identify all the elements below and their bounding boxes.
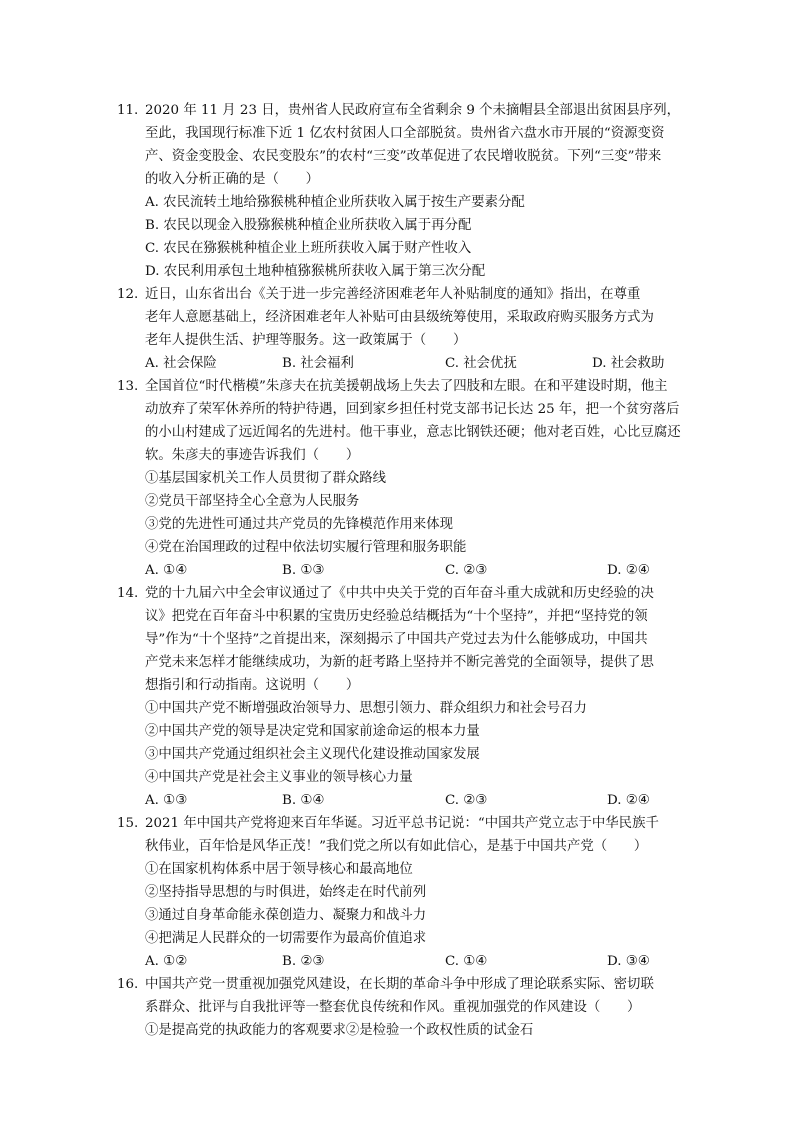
question-text-line: 至此，我国现行标准下近 1 亿农村贫困人口全部脱贫。贵州省六盘水市开展的“资源变资 — [145, 126, 665, 141]
choice-d: D. ②④ — [607, 793, 650, 808]
statement-2: ②坚持指导思想的与时俱进，始终走在时代前列 — [145, 885, 427, 900]
statement-4: ④中国共产党是社会主义事业的领导核心力量 — [145, 770, 413, 785]
statement-2: ②中国共产党的领导是决定党和国家前途命运的根本力量 — [145, 724, 480, 739]
statement-3: ③中国共产党通过组织社会主义现代化建设推动国家发展 — [145, 747, 480, 762]
question-text-line: 软。朱彦夫的事迹告诉我们（ ） — [145, 448, 360, 463]
choice-a: A. ①④ — [145, 563, 188, 578]
question-text-line: 想指引和行动指南。这说明（ ） — [145, 678, 360, 693]
choice-d: D. 社会救助 — [592, 356, 665, 371]
choice-c: C. ②③ — [445, 793, 488, 808]
question-text-line: 全国首位“时代楷模”朱彦夫在抗美援朝战场上失去了四肢和左眼。在和平建设时期，他主 — [145, 379, 668, 394]
question-text-line: 产、资金变股金、农民变股东”的农村“三变”改革促进了农民增收脱贫。下列“三变”带来 — [145, 149, 662, 164]
question-text-line: 议》把党在百年奋斗中积累的宝贵历史经验总结概括为“十个坚持”，并把“坚持党的领 — [145, 609, 648, 624]
question-text-line: 的小山村建成了远近闻名的先进村。他干事业，意志比钢铁还硬；他对老百姓，心比豆腐还 — [145, 425, 681, 440]
choice-b: B. ②③ — [282, 954, 325, 969]
statement-3: ③通过自身革命能永葆创造力、凝聚力和战斗力 — [145, 908, 427, 923]
question-text-line: 产党未来怎样才能继续成功，为新的赶考路上坚持并不断完善党的全面领导，提供了思 — [145, 655, 654, 670]
statement-4: ④党在治国理政的过程中依法切实履行管理和服务职能 — [145, 540, 467, 555]
choice-a: A. ①③ — [145, 793, 188, 808]
choice-c: C. ①④ — [445, 954, 488, 969]
statement-2: ②党员干部坚持全心全意为人民服务 — [145, 494, 360, 509]
question-text-line: 系群众、批评与自我批评等一整套优良传统和作风。重视加强党的作风建设（ ） — [145, 1000, 641, 1015]
option-a: A. 农民流转土地给猕猴桃种植企业所获收入属于按生产要素分配 — [145, 195, 525, 210]
choice-b: B. ①④ — [282, 793, 325, 808]
option-b: B. 农民以现金入股猕猴桃种植企业所获收入属于再分配 — [145, 218, 472, 233]
choice-c: C. 社会优抚 — [445, 356, 517, 371]
question-text-line: 秋伟业，百年恰是风华正茂！”我们党之所以有如此信心，是基于中国共产党（ ） — [145, 839, 648, 854]
statement-4: ④把满足人民群众的一切需要作为最高价值追求 — [145, 931, 427, 946]
question-number: 13. — [117, 379, 139, 394]
statement-3: ③党的先进性可通过共产党员的先锋模范作用来体现 — [145, 517, 453, 532]
question-number: 12. — [117, 287, 139, 302]
statement-line: ①是提高党的执政能力的客观要求②是检验一个政权性质的试金石 — [145, 1023, 534, 1038]
option-c: C. 农民在猕猴桃种植企业上班所获收入属于财产性收入 — [145, 241, 472, 256]
question-text-line: 老年人意愿基础上，经济困难老年人补贴可由县级统筹使用，采取政府购买服务方式为 — [145, 310, 654, 325]
choice-d: D. ②④ — [607, 563, 650, 578]
choice-a: A. ①② — [145, 954, 188, 969]
question-text-line: 2021 年中国共产党将迎来百年华诞。习近平总书记说：“中国共产党立志于中华民族千 — [145, 816, 659, 831]
option-d: D. 农民利用承包土地种植猕猴桃所获收入属于第三次分配 — [145, 264, 486, 279]
question-text-line: 老年人提供生活、护理等服务。这一政策属于（ ） — [145, 333, 467, 348]
statement-1: ①在国家机构体系中居于领导核心和最高地位 — [145, 862, 413, 877]
choice-a: A. 社会保险 — [145, 356, 217, 371]
question-text-line: 党的十九届六中全会审议通过了《中共中央关于党的百年奋斗重大成就和历史经验的决 — [145, 586, 654, 601]
question-text-line: 动放弃了荣军休养所的特护待遇，回到家乡担任村党支部书记长达 25 年，把一个贫穷落后 — [145, 402, 680, 417]
choice-d: D. ③④ — [607, 954, 650, 969]
question-text-line: 2020 年 11 月 23 日，贵州省人民政府宣布全省剩余 9 个未摘帽县全部退出贫困县序列， — [145, 103, 680, 118]
question-text-line: 的收入分析正确的是（ ） — [145, 172, 320, 187]
question-number: 15. — [117, 816, 139, 831]
question-number: 16. — [117, 977, 139, 992]
question-text-line: 中国共产党一贯重视加强党风建设，在长期的革命斗争中形成了理论联系实际、密切联 — [145, 977, 654, 992]
statement-1: ①基层国家机关工作人员贯彻了群众路线 — [145, 471, 387, 486]
question-number: 11. — [117, 103, 139, 118]
choice-c: C. ②③ — [445, 563, 488, 578]
question-number: 14. — [117, 586, 139, 601]
choice-b: B. ①③ — [282, 563, 325, 578]
question-text-line: 导”作为“十个坚持”之首提出来，深刻揭示了中国共产党过去为什么能够成功，中国共 — [145, 632, 648, 647]
choice-b: B. 社会福利 — [282, 356, 354, 371]
question-text-line: 近日，山东省出台《关于进一步完善经济困难老年人补贴制度的通知》指出，在尊重 — [145, 287, 641, 302]
statement-1: ①中国共产党不断增强政治领导力、思想引领力、群众组织力和社会号召力 — [145, 701, 587, 716]
